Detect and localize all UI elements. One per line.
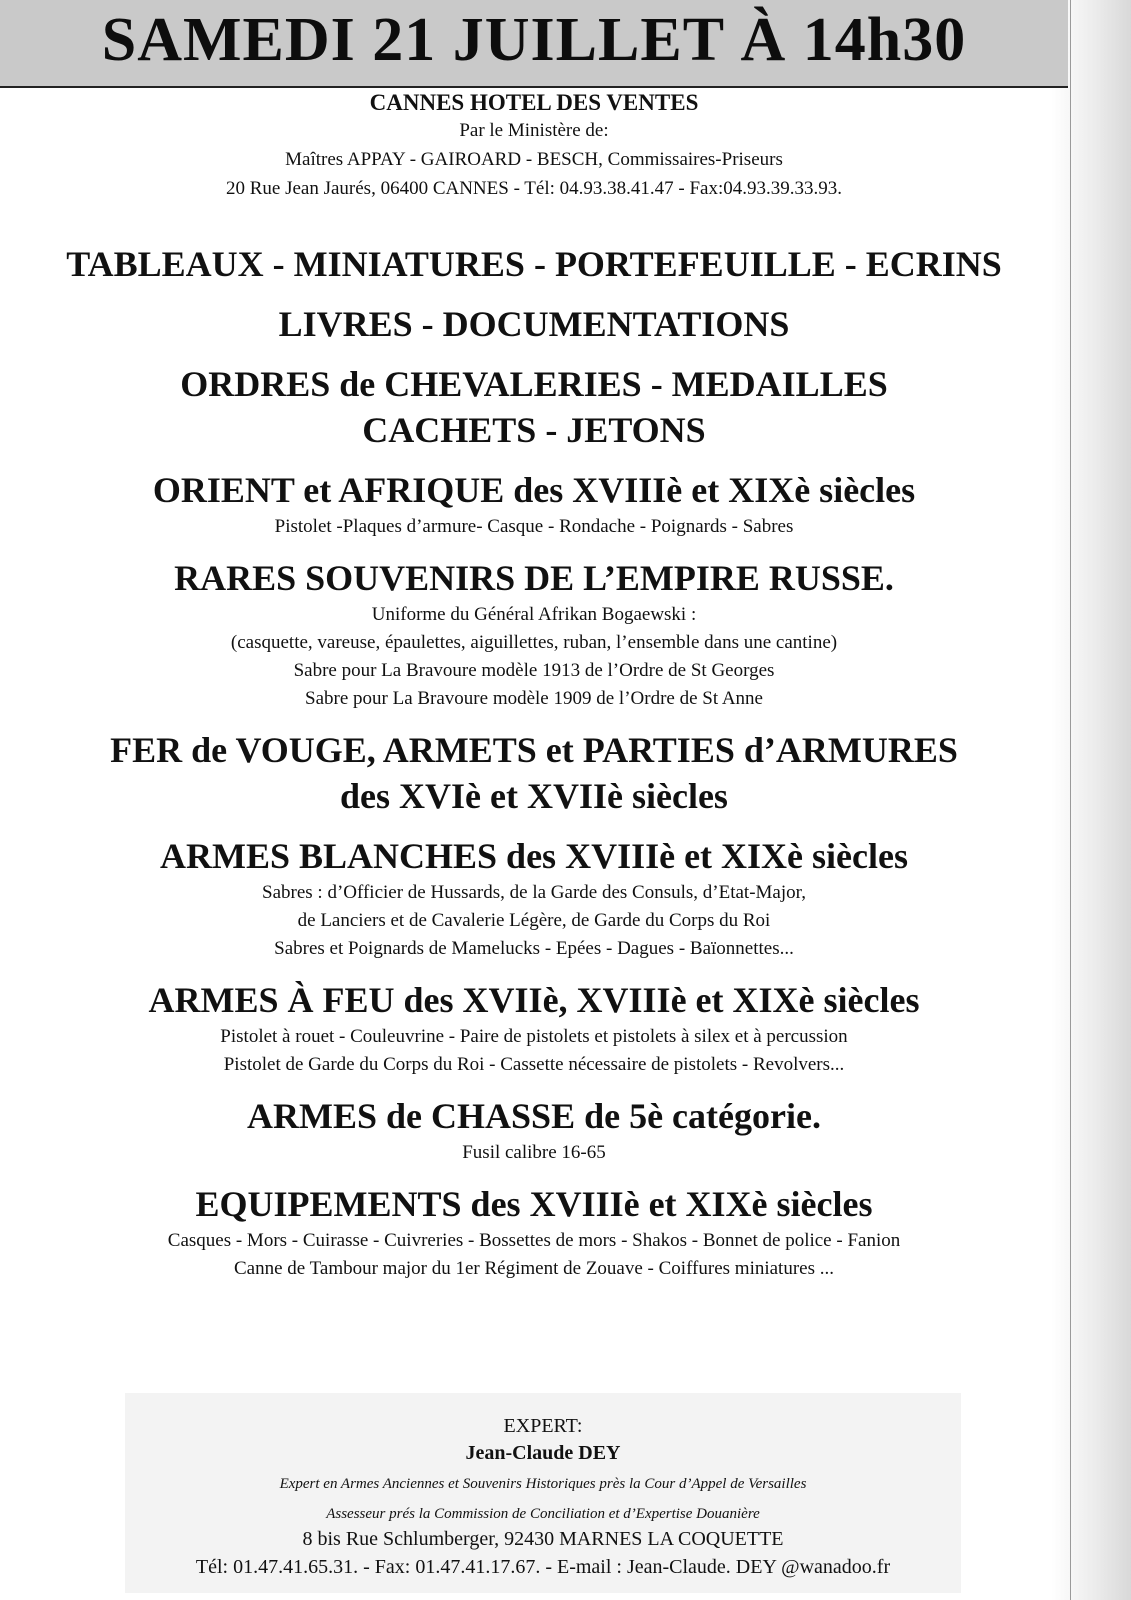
category-item: Pistolet de Garde du Corps du Roi - Cassette nécessaire de pistolets - Revolvers...	[223, 1054, 845, 1075]
category-list	[0, 241, 1068, 1283]
category-item: Sabre pour La Bravoure modèle 1913 de l’Ordre de St Georges	[293, 660, 775, 681]
expert-box	[125, 1393, 961, 1593]
category-title: FER de VOUGE, ARMETS et PARTIES d’ARMURES	[110, 730, 958, 770]
catalog-page	[0, 88, 1068, 1297]
category-title: ARMES BLANCHES des XVIIIè et XIXè siècles	[160, 836, 908, 876]
category-section	[0, 467, 1068, 541]
category-title: ORIENT et AFRIQUE des XVIIIè et XIXè siècles	[152, 470, 916, 510]
category-item: Sabres : d’Officier de Hussards, de la Garde des Consuls, d’Etat-Major,	[262, 882, 806, 903]
category-item: Casques - Mors - Cuirasse - Cuivreries - Bossettes de mors - Shakos - Bonnet de police - Fanion	[167, 1230, 901, 1251]
page-edge-line	[1070, 0, 1071, 1600]
expert-contact: Tél: 01.47.41.65.31. - Fax: 01.47.41.17.67. - E-mail : Jean-Claude. DEY @wanadoo.fr	[195, 1556, 891, 1578]
category-title: RARES SOUVENIRS DE L’EMPIRE RUSSE.	[174, 558, 894, 598]
expert-credential: Expert en Armes Anciennes et Souvenirs Historiques près la Cour d’Appel de Versailles	[279, 1476, 807, 1492]
banner-title: SAMEDI 21 JUILLET À 14h30	[101, 6, 967, 74]
auction-house-line: Maîtres APPAY - GAIROARD - BESCH, Commissaires-Priseurs	[285, 149, 783, 170]
category-section	[0, 555, 1068, 713]
expert-credential: Assesseur prés la Commission de Conciliation et d’Expertise Douanière	[326, 1506, 760, 1522]
category-item: Uniforme du Général Afrikan Bogaewski :	[371, 604, 697, 625]
category-title: ARMES À FEU des XVIIè, XVIIIè et XIXè siècles	[148, 980, 920, 1020]
expert-name: Jean-Claude DEY	[465, 1442, 621, 1464]
category-item: Sabres et Poignards de Mamelucks - Epées - Dagues - Baïonnettes...	[274, 938, 794, 959]
category-item: Canne de Tambour major du 1er Régiment de Zouave - Coiffures miniatures ...	[233, 1258, 834, 1279]
expert-label: EXPERT:	[503, 1415, 583, 1437]
category-title: CACHETS - JETONS	[362, 410, 706, 450]
category-section	[0, 977, 1068, 1079]
auction-house-line: Par le Ministère de:	[459, 120, 609, 141]
category-section	[0, 833, 1068, 963]
category-title: des XVIè et XVIIè siècles	[340, 776, 728, 816]
auction-house-name: CANNES HOTEL DES VENTES	[369, 90, 699, 115]
category-title: EQUIPEMENTS des XVIIIè et XIXè siècles	[195, 1184, 873, 1224]
category-item: Fusil calibre 16-65	[462, 1142, 606, 1163]
auction-house-line: 20 Rue Jean Jaurés, 06400 CANNES - Tél: 04.93.38.41.47 - Fax:04.93.39.33.93.	[225, 178, 843, 199]
category-title: ARMES de CHASSE de 5è catégorie.	[247, 1096, 821, 1136]
category-item: (casquette, vareuse, épaulettes, aiguillettes, ruban, l’ensemble dans une cantine)	[230, 632, 838, 653]
category-section	[0, 727, 1068, 819]
category-section	[0, 241, 1068, 287]
category-section	[0, 301, 1068, 347]
date-banner	[0, 0, 1068, 88]
category-item: de Lanciers et de Cavalerie Légère, de Garde du Corps du Roi	[297, 910, 771, 931]
category-title: ORDRES de CHEVALERIES - MEDAILLES	[180, 364, 888, 404]
expert-address: 8 bis Rue Schlumberger, 92430 MARNES LA COQUETTE	[302, 1528, 784, 1550]
category-section	[0, 1093, 1068, 1167]
category-section	[0, 361, 1068, 453]
category-item: Pistolet à rouet - Couleuvrine - Paire de pistolets et pistolets à silex et à percussion	[220, 1026, 848, 1047]
category-item: Pistolet -Plaques d’armure- Casque - Rondache - Poignards - Sabres	[274, 516, 794, 537]
category-title: TABLEAUX - MINIATURES - PORTEFEUILLE - ECRINS	[66, 244, 1002, 284]
category-item: Sabre pour La Bravoure modèle 1909 de l’Ordre de St Anne	[305, 688, 763, 709]
category-title: LIVRES - DOCUMENTATIONS	[278, 304, 790, 344]
category-section	[0, 1181, 1068, 1283]
auction-house	[0, 90, 1068, 203]
